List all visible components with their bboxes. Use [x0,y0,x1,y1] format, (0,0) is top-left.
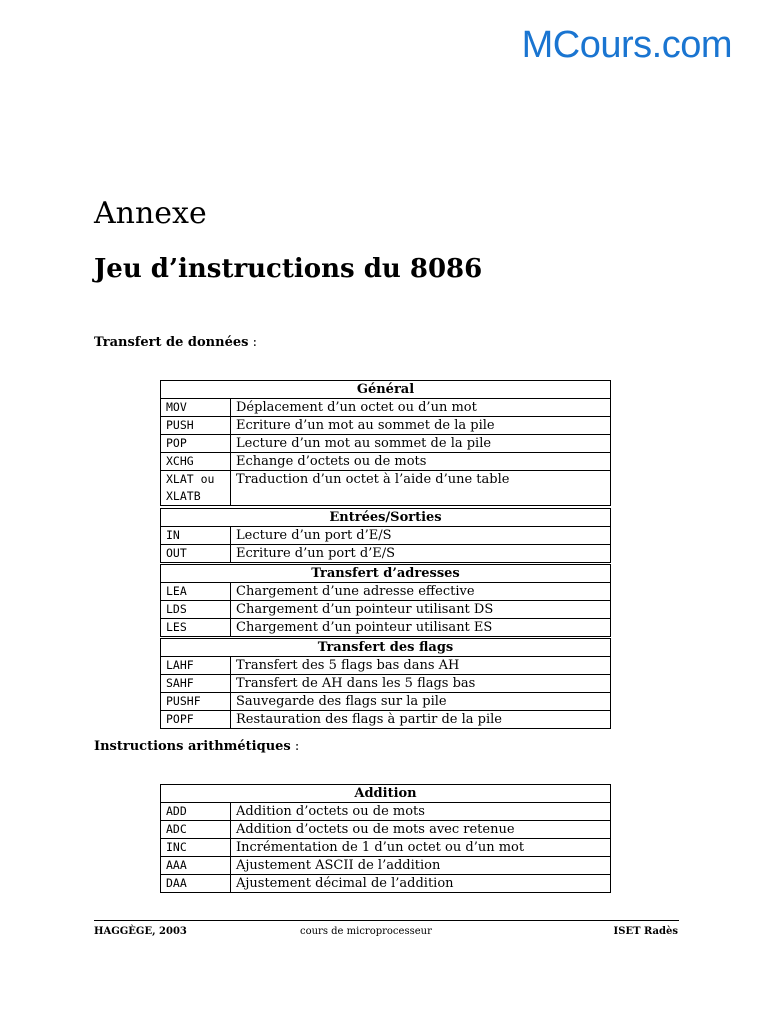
table-row [161,803,611,821]
table-row [161,399,611,417]
table-row [161,693,611,711]
instruction-code: OUT [161,545,231,563]
instruction-desc: Chargement d’une adresse effective [231,583,611,601]
instruction-desc: Lecture d’un port d’E/S [231,527,611,545]
instruction-code [161,471,231,506]
instruction-desc: Incrémentation de 1 d’un octet ou d’un mot [231,839,611,857]
instruction-code: INC [161,839,231,857]
instruction-desc: Ecriture d’un port d’E/S [231,545,611,563]
instruction-desc: Addition d’octets ou de mots avec retenue [231,821,611,839]
table-row [161,583,611,601]
instruction-desc: Déplacement d’un octet ou d’un mot [231,399,611,417]
section-label: Transfert de données [94,335,249,350]
table-row [161,619,611,637]
instruction-code: PUSH [161,417,231,435]
instruction-code-line1: XLAT ou [166,472,215,486]
instruction-desc: Transfert des 5 flags bas dans AH [231,657,611,675]
instruction-desc: Restauration des flags à partir de la pile [231,711,611,729]
instruction-code: LAHF [161,657,231,675]
table-row [161,839,611,857]
instruction-code: POP [161,435,231,453]
instruction-code: LEA [161,583,231,601]
table-header: Entrées/Sorties [161,509,611,527]
table-row [161,657,611,675]
table-row [161,435,611,453]
chapter-subtitle: Jeu d’instructions du 8086 [94,254,483,284]
instruction-code: DAA [161,875,231,893]
section-suffix: : [290,739,300,754]
table-row [161,527,611,545]
instruction-code: AAA [161,857,231,875]
instruction-code: MOV [161,399,231,417]
footer-institution: ISET Radès [613,926,678,937]
instruction-code: LES [161,619,231,637]
section-label: Instructions arithmétiques [94,739,291,754]
table-row [161,675,611,693]
section-suffix: : [248,335,257,350]
table-row [161,417,611,435]
instruction-desc: Ajustement ASCII de l’addition [231,857,611,875]
instruction-desc: Traduction d’un octet à l’aide d’une table [231,471,611,506]
table-address-transfer [160,564,611,637]
table-row [161,601,611,619]
table-header: Transfert des flags [161,639,611,657]
instruction-desc: Chargement d’un pointeur utilisant ES [231,619,611,637]
table-header: Addition [161,785,611,803]
instruction-desc: Addition d’octets ou de mots [231,803,611,821]
table-io [160,508,611,563]
table-flags-transfer [160,638,611,729]
chapter-title: Annexe [94,196,207,231]
footer-author: HAGGÈGE, 2003 [94,926,187,937]
table-row [161,545,611,563]
table-header: Transfert d’adresses [161,565,611,583]
instruction-code: POPF [161,711,231,729]
instruction-code-line2: XLATB [166,489,201,503]
site-logo[interactable]: MCours.com [521,24,732,66]
footer-course: cours de microprocesseur [300,926,432,937]
instruction-desc: Ecriture d’un mot au sommet de la pile [231,417,611,435]
instruction-desc: Echange d’octets ou de mots [231,453,611,471]
instruction-code: SAHF [161,675,231,693]
table-header: Général [161,381,611,399]
table-general [160,380,611,506]
table-row [161,875,611,893]
table-addition [160,784,611,893]
instruction-code: ADC [161,821,231,839]
table-row [161,453,611,471]
instruction-code: LDS [161,601,231,619]
section-heading-arithmetic [94,739,299,754]
table-row [161,471,611,506]
table-row [161,821,611,839]
instruction-desc: Ajustement décimal de l’addition [231,875,611,893]
section-heading-data-transfer [94,335,257,350]
footer-divider [94,920,679,921]
instruction-code: XCHG [161,453,231,471]
table-row [161,711,611,729]
instruction-desc: Chargement d’un pointeur utilisant DS [231,601,611,619]
instruction-code: PUSHF [161,693,231,711]
instruction-code: IN [161,527,231,545]
table-row [161,857,611,875]
instruction-desc: Sauvegarde des flags sur la pile [231,693,611,711]
instruction-desc: Transfert de AH dans les 5 flags bas [231,675,611,693]
instruction-code: ADD [161,803,231,821]
instruction-desc: Lecture d’un mot au sommet de la pile [231,435,611,453]
